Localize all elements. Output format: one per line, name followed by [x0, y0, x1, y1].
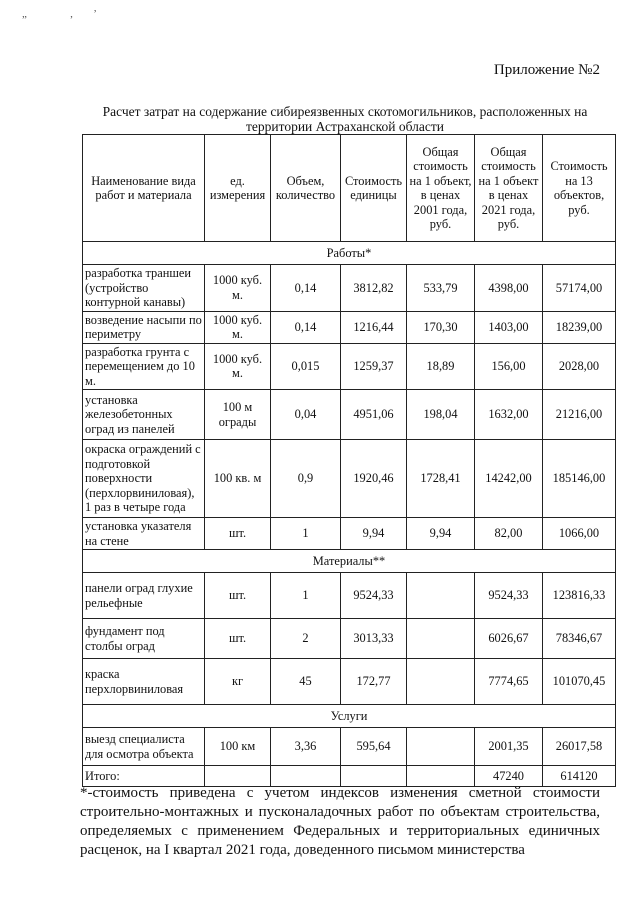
row-value-cell: 26017,58: [543, 728, 616, 766]
cost-table: [82, 134, 616, 787]
row-value-cell: 9524,33: [341, 573, 407, 619]
row-value-cell: 18239,00: [543, 311, 616, 343]
row-name-cell: краска перхлорвиниловая: [83, 659, 205, 705]
table-row: [83, 619, 616, 659]
header-name: Наименование вида работ и материала: [83, 135, 205, 242]
row-value-cell: 82,00: [475, 518, 543, 550]
row-value-cell: 0,04: [271, 390, 341, 440]
row-value-cell: 4398,00: [475, 265, 543, 312]
row-value-cell: 123816,33: [543, 573, 616, 619]
row-value-cell: 101070,45: [543, 659, 616, 705]
row-value-cell: 9,94: [407, 518, 475, 550]
table-body: [83, 242, 616, 787]
row-value-cell: 1728,41: [407, 440, 475, 518]
row-name-cell: панели оград глухие рельефные: [83, 573, 205, 619]
row-value-cell: 170,30: [407, 311, 475, 343]
appendix-label: Приложение №2: [493, 62, 600, 78]
row-value-cell: 1: [271, 573, 341, 619]
header-unit-cost: Стоимость единицы: [341, 135, 407, 242]
row-value-cell: шт.: [205, 619, 271, 659]
row-value-cell: 4951,06: [341, 390, 407, 440]
row-value-cell: 9,94: [341, 518, 407, 550]
row-value-cell: 18,89: [407, 343, 475, 390]
row-value-cell: 45: [271, 659, 341, 705]
section-row: [83, 242, 616, 265]
table-row: [83, 659, 616, 705]
row-value-cell: 172,77: [341, 659, 407, 705]
row-value-cell: [407, 728, 475, 766]
row-value-cell: 0,015: [271, 343, 341, 390]
row-value-cell: 2: [271, 619, 341, 659]
row-value-cell: [407, 619, 475, 659]
total-label: Итого:: [83, 766, 205, 787]
row-value-cell: кг: [205, 659, 271, 705]
total-13: 614120: [543, 766, 616, 787]
table-row: [83, 728, 616, 766]
table-row: [83, 343, 616, 390]
row-value-cell: 1216,44: [341, 311, 407, 343]
row-name-cell: фундамент под столбы оград: [83, 619, 205, 659]
row-value-cell: 0,9: [271, 440, 341, 518]
header-cost-2021: Общая стоимость на 1 объект в ценах 2021 года, руб.: [475, 135, 543, 242]
total-2021: 47240: [475, 766, 543, 787]
row-value-cell: 1259,37: [341, 343, 407, 390]
table-row: [83, 265, 616, 312]
row-value-cell: [407, 573, 475, 619]
row-value-cell: 0,14: [271, 311, 341, 343]
section-row: [83, 705, 616, 728]
row-name-cell: установка указателя на стене: [83, 518, 205, 550]
header-cost-2001: Общая стоимость на 1 объект, в ценах 2001 года, руб.: [407, 135, 475, 242]
row-value-cell: 9524,33: [475, 573, 543, 619]
row-name-cell: установка железобетонных оград из панелей: [83, 390, 205, 440]
row-name-cell: разработка грунта с перемещением до 10 м.: [83, 343, 205, 390]
row-value-cell: 156,00: [475, 343, 543, 390]
row-value-cell: 2028,00: [543, 343, 616, 390]
row-value-cell: 78346,67: [543, 619, 616, 659]
row-name-cell: разработка траншеи (устройство контурной канавы): [83, 265, 205, 312]
row-value-cell: 3,36: [271, 728, 341, 766]
header-volume: Объем, количество: [271, 135, 341, 242]
document-title: Расчет затрат на содержание сибиреязвенных скотомогильников, расположенных на территории Астраханской области: [102, 104, 588, 134]
row-value-cell: 1066,00: [543, 518, 616, 550]
row-value-cell: 185146,00: [543, 440, 616, 518]
row-value-cell: 0,14: [271, 265, 341, 312]
section-title: Материалы**: [83, 550, 616, 573]
row-value-cell: 1920,46: [341, 440, 407, 518]
row-value-cell: 21216,00: [543, 390, 616, 440]
row-name-cell: возведение насыпи по периметру: [83, 311, 205, 343]
row-value-cell: 1403,00: [475, 311, 543, 343]
row-value-cell: 14242,00: [475, 440, 543, 518]
row-name-cell: выезд специалиста для осмотра объекта: [83, 728, 205, 766]
section-title: Услуги: [83, 705, 616, 728]
row-value-cell: 3013,33: [341, 619, 407, 659]
row-value-cell: 1632,00: [475, 390, 543, 440]
row-name-cell: окраска ограждений с подготовкой поверхности (перхлорвиниловая), 1 раз в четыре года: [83, 440, 205, 518]
row-value-cell: 3812,82: [341, 265, 407, 312]
table-header: [83, 135, 616, 242]
row-value-cell: 1000 куб. м.: [205, 265, 271, 312]
row-value-cell: 2001,35: [475, 728, 543, 766]
scan-marks: „ ‚ʼ: [22, 8, 117, 20]
row-value-cell: 533,79: [407, 265, 475, 312]
row-value-cell: 57174,00: [543, 265, 616, 312]
header-cost-13: Стоимость на 13 объектов, руб.: [543, 135, 616, 242]
section-row: [83, 550, 616, 573]
table-row: [83, 390, 616, 440]
row-value-cell: [407, 659, 475, 705]
row-value-cell: шт.: [205, 518, 271, 550]
row-value-cell: 1: [271, 518, 341, 550]
table-row: [83, 311, 616, 343]
row-value-cell: 6026,67: [475, 619, 543, 659]
row-value-cell: 1000 куб. м.: [205, 311, 271, 343]
row-value-cell: 7774,65: [475, 659, 543, 705]
footnote: *-стоимость приведена с учетом индексов изменения сметной стоимости строительно-монтажных и пусконаладочных работ по объектам строительства, определяемых с применением Федеральных и территориальных единичных расценок, на I квартал 2021 года, доведенного письмом министерства: [80, 785, 600, 858]
row-value-cell: 100 м ограды: [205, 390, 271, 440]
row-value-cell: 595,64: [341, 728, 407, 766]
table-row: [83, 518, 616, 550]
row-value-cell: 100 кв. м: [205, 440, 271, 518]
table-row: [83, 573, 616, 619]
row-value-cell: 198,04: [407, 390, 475, 440]
row-value-cell: 100 км: [205, 728, 271, 766]
row-value-cell: 1000 куб. м.: [205, 343, 271, 390]
row-value-cell: шт.: [205, 573, 271, 619]
header-unit: ед. измерения: [205, 135, 271, 242]
section-title: Работы*: [83, 242, 616, 265]
table-row: [83, 440, 616, 518]
